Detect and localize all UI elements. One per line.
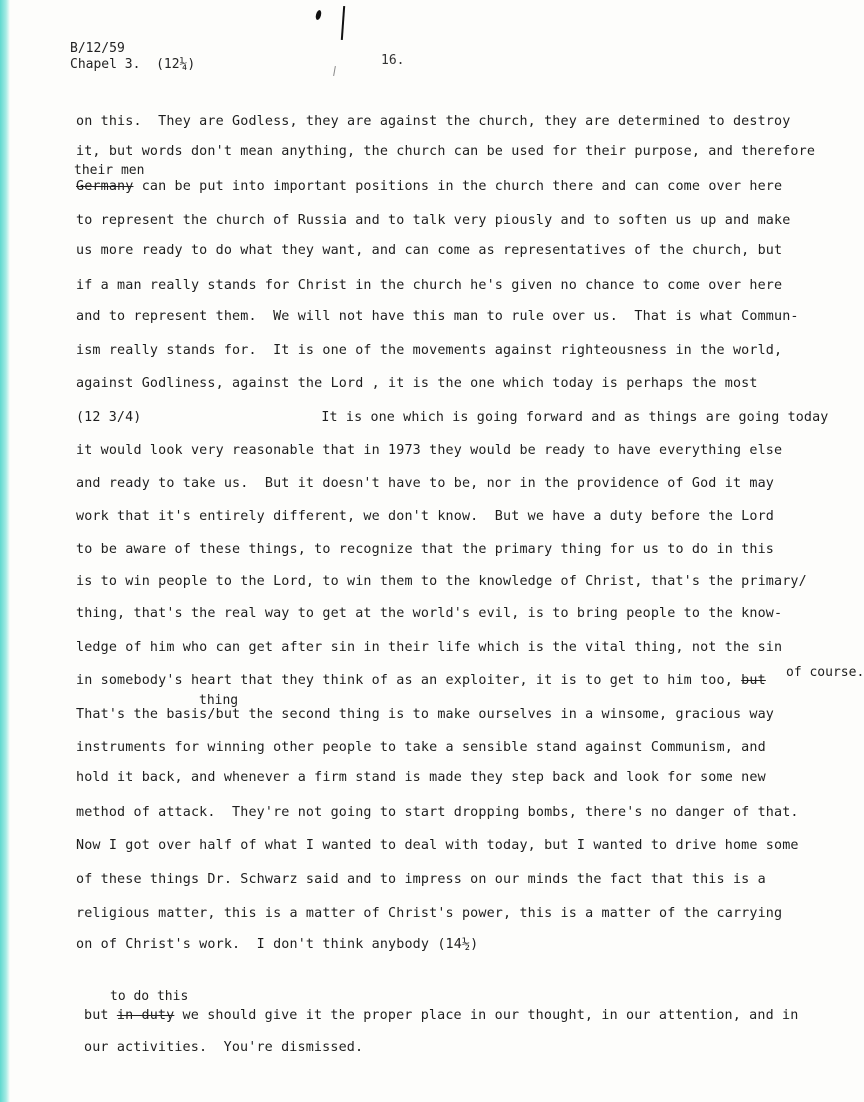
header-date: B/12/59 [70, 41, 125, 56]
text-line: method of attack. They're not going to start dropping bombs, there's no danger of that. [76, 805, 799, 820]
text-line: on this. They are Godless, they are against the church, they are determined to destroy [76, 114, 791, 129]
struck-text: but [741, 673, 766, 688]
text-line: it would look very reasonable that in 1973 they would be ready to have everything else [76, 443, 783, 458]
text-line: is to win people to the Lord, to win them to the knowledge of Christ, that's the primary/ [76, 574, 807, 589]
text-line: on of Christ's work. I don't think anybody (14½) [76, 937, 479, 952]
text-line: and ready to take us. But it doesn't have to be, nor in the providence of God it may [76, 476, 775, 491]
text-line: it, but words don't mean anything, the church can be used for their purpose, and therefore [76, 144, 816, 159]
text-line: thing, that's the real way to get at the world's evil, is to bring people to the know- [76, 606, 783, 621]
text-line [76, 673, 766, 689]
text-line: if a man really stands for Christ in the church he's given no chance to come over here [76, 278, 783, 293]
text-line: instruments for winning other people to take a sensible stand against Communism, and [76, 740, 766, 755]
text-line: hold it back, and whenever a firm stand is made they step back and look for some new [76, 770, 766, 785]
line-prefix: but [84, 1008, 117, 1023]
line-suffix: can be put into important positions in the church there and can come over here [133, 179, 783, 194]
line-suffix: we should give it the proper place in our thought, in our attention, and in [174, 1008, 799, 1023]
text-line: against Godliness, against the Lord , it is the one which today is perhaps the most [76, 376, 758, 391]
text-line: (12 3/4) It is one which is going forward and as things are going today [76, 410, 829, 425]
text-line: religious matter, this is a matter of Christ's power, this is a matter of the carrying [76, 906, 783, 921]
page-number: 16. [381, 53, 405, 68]
ink-mark [315, 10, 322, 21]
text-line: our activities. You're dismissed. [84, 1040, 364, 1055]
scan-edge [0, 0, 10, 1102]
text-line: and to represent them. We will not have this man to rule over us. That is what Commun- [76, 309, 799, 324]
text-line [76, 179, 782, 195]
line-prefix: in somebody's heart that they think of as an exploiter, it is to get to him too, [76, 673, 742, 688]
text-line: work that it's entirely different, we don't know. But we have a duty before the Lord [76, 509, 775, 524]
text-line: That's the basis/but the second thing is to make ourselves in a winsome, gracious way [76, 707, 775, 722]
text-line: ism really stands for. It is one of the movements against righteousness in the world, [76, 343, 783, 358]
inserted-text: of course. [786, 665, 864, 680]
text-line: to be aware of these things, to recognize that the primary thing for us to do in this [76, 542, 775, 557]
text-line: of these things Dr. Schwarz said and to impress on our minds the fact that this is a [76, 872, 766, 887]
ink-mark [341, 6, 345, 40]
text-line [84, 1008, 798, 1024]
inserted-text: to do this [110, 989, 189, 1004]
struck-text: in duty [116, 1008, 175, 1023]
ink-mark [333, 66, 336, 76]
text-line: to represent the church of Russia and to talk very piously and to soften us up and make [76, 213, 791, 228]
struck-text: Germany [76, 179, 134, 194]
inserted-text: thing [199, 693, 239, 708]
text-line: us more ready to do what they want, and can come as representatives of the church, but [76, 243, 783, 258]
text-line: Now I got over half of what I wanted to deal with today, but I wanted to drive home some [76, 838, 799, 853]
text-line: ledge of him who can get after sin in their life which is the vital thing, not the sin [76, 640, 783, 655]
inserted-text: their men [74, 163, 145, 178]
header-chapel: Chapel 3. (12¼) [70, 57, 196, 72]
